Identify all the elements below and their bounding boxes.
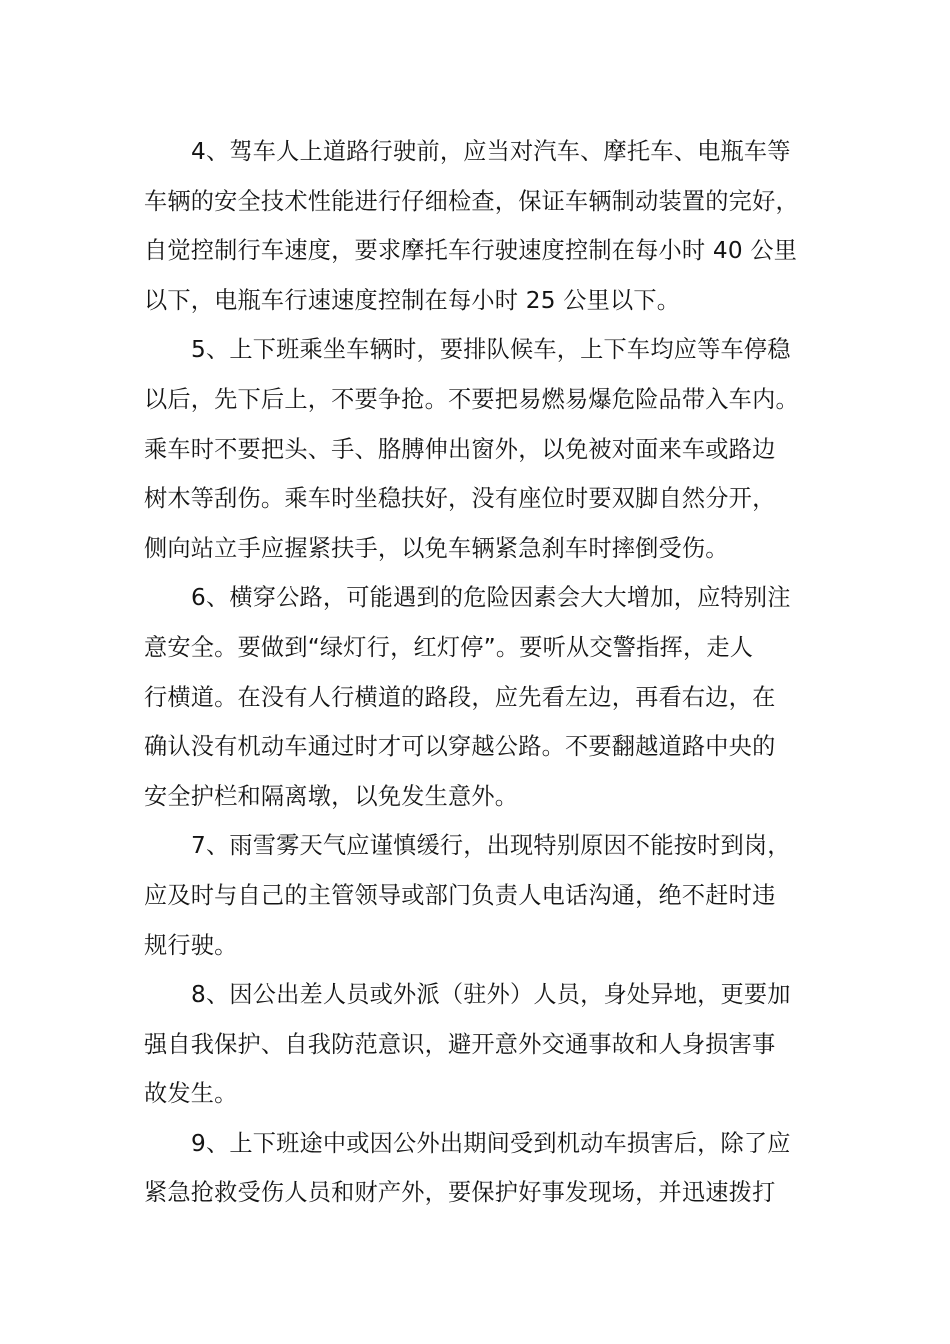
text-line: 安全护栏和隔离墩，以免发生意外。	[144, 782, 519, 810]
document-body	[144, 127, 814, 1218]
text-line: 7、雨雪雾天气应谨慎缓行，出现特别原因不能按时到岗，	[191, 832, 791, 860]
text-line: 强自我保护、自我防范意识，避开意外交通事故和人身损害事	[144, 1030, 776, 1058]
text-line: 乘车时不要把头、手、胳膊伸出窗外，以免被对面来车或路边	[144, 435, 776, 463]
text-line: 意安全。要做到“绿灯行，红灯停”。要听从交警指挥，走人	[144, 633, 754, 661]
text-line: 6、横穿公路，可能遇到的危险因素会大大增加，应特别注	[191, 584, 791, 612]
text-line: 行横道。在没有人行横道的路段，应先看左边，再看右边，在	[144, 683, 776, 711]
text-line: 5、上下班乘坐车辆时，要排队候车，上下车均应等车停稳	[191, 336, 791, 364]
paragraph-5	[144, 325, 814, 573]
text-line: 车辆的安全技术性能进行仔细检查，保证车辆制动装置的完好，	[144, 187, 799, 215]
text-line: 以后，先下后上，不要争抢。不要把易燃易爆危险品带入车内。	[144, 385, 799, 413]
text-line: 应及时与自己的主管领导或部门负责人电话沟通，绝不赶时违	[144, 881, 776, 909]
text-line: 侧向站立手应握紧扶手，以免车辆紧急刹车时摔倒受伤。	[144, 534, 729, 562]
text-line: 紧急抢救受伤人员和财产外，要保护好事发现场，并迅速拨打	[144, 1179, 776, 1207]
text-line: 自觉控制行车速度，要求摩托车行驶速度控制在每小时 40 公里	[144, 237, 798, 265]
text-line: 9、上下班途中或因公外出期间受到机动车损害后，除了应	[191, 1129, 791, 1157]
paragraph-9	[144, 1119, 814, 1218]
text-line: 以下，电瓶车行速速度控制在每小时 25 公里以下。	[144, 286, 681, 314]
text-line: 8、因公出差人员或外派（驻外）人员，身处异地，更要加	[191, 981, 791, 1009]
paragraph-8	[144, 970, 814, 1119]
text-line: 规行驶。	[144, 931, 238, 959]
text-line: 确认没有机动车通过时才可以穿越公路。不要翻越道路中央的	[144, 733, 776, 761]
paragraph-6	[144, 573, 814, 821]
paragraph-4	[144, 127, 814, 325]
text-line: 树木等刮伤。乘车时坐稳扶好，没有座位时要双脚自然分开，	[144, 485, 776, 513]
text-line: 故发生。	[144, 1080, 238, 1108]
text-line: 4、驾车人上道路行驶前，应当对汽车、摩托车、电瓶车等	[191, 138, 791, 165]
paragraph-7	[144, 821, 814, 970]
